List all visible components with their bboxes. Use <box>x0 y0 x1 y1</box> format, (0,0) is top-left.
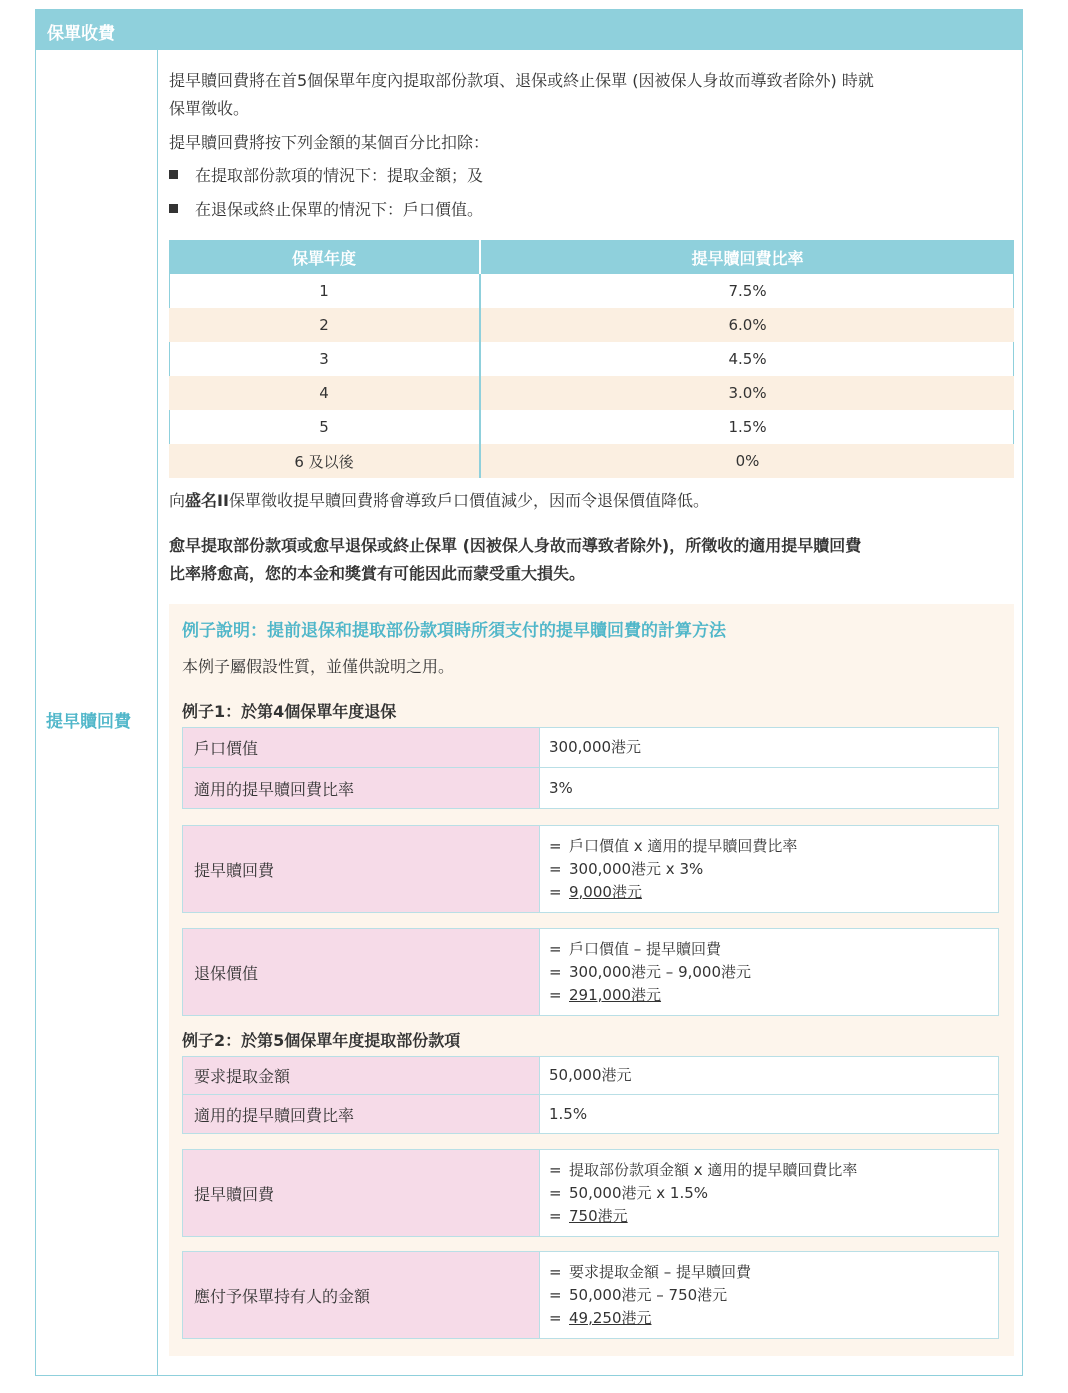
bullet-item: 在提取部份款項的情況下：提取金額；及 <box>169 164 483 188</box>
example-1-inputs <box>182 727 999 809</box>
example-2-charge <box>182 1149 999 1237</box>
example-box <box>169 604 1014 1356</box>
example-note: 本例子屬假設性質，並僅供說明之用。 <box>182 657 455 676</box>
rate-table <box>169 240 1014 478</box>
row-label: 提早贖回費 <box>46 712 131 732</box>
section-title: 保單收費 <box>47 24 115 44</box>
section-header <box>36 10 1022 50</box>
example-1-heading: 例子1：於第4個保單年度退保 <box>182 702 397 721</box>
table-row: 提早贖回費 = 戶口價值 x 適用的提早贖回費比率 = 300,000港元 x 3% = 9,000港元 <box>183 826 998 912</box>
table-row: 要求提取金額 50,000港元 <box>183 1057 998 1095</box>
account-value-note: 向盛名II保單徵收提早贖回費將會導致戶口價值減少，因而令退保價值降低。 <box>169 491 709 510</box>
table-row: 提早贖回費 = 提取部份款項金額 x 適用的提早贖回費比率 = 50,000港元 x 1.5% = 750港元 <box>183 1150 998 1236</box>
bullet-square-icon <box>169 204 178 213</box>
intro-paragraph-1 <box>169 67 874 123</box>
table-row: 適用的提早贖回費比率 3% <box>183 768 998 808</box>
row-label-column <box>36 50 158 1375</box>
example-1-charge <box>182 825 999 913</box>
intro-line: 提早贖回費將在首5個保單年度內提取部份款項、退保或終止保單 (因被保人身故而導致者除外) 時就 <box>169 71 874 90</box>
warning-paragraph: 愈早提取部份款項或愈早退保或終止保單 (因被保人身故而導致者除外)，所徵收的適用提早贖回費 比率將愈高，您的本金和獎賞有可能因此而蒙受重大損失。 <box>169 536 862 583</box>
example-title: 例子說明：提前退保和提取部份款項時所須支付的提早贖回費的計算方法 <box>182 621 726 641</box>
rate-table-header: 提早贖回費比率 <box>480 240 1014 274</box>
example-2-inputs <box>182 1056 999 1134</box>
bullet-item: 在退保或終止保單的情況下：戶口價值。 <box>169 198 483 222</box>
intro-line: 保單徵收。 <box>169 99 250 118</box>
rate-table-header: 保單年度 <box>169 240 480 274</box>
table-row: 退保價值 = 戶口價值 – 提早贖回費 = 300,000港元 – 9,000港元 = 291,000港元 <box>183 929 998 1015</box>
table-row: 6 及以後 0% <box>169 444 1014 478</box>
example-2-heading: 例子2：於第5個保單年度提取部份款項 <box>182 1031 461 1050</box>
bullet-square-icon <box>169 170 178 179</box>
table-row: 2 6.0% <box>169 308 1014 342</box>
table-row: 3 4.5% <box>169 342 1014 376</box>
table-row: 5 1.5% <box>169 410 1014 444</box>
table-row: 戶口價值 300,000港元 <box>183 728 998 768</box>
fee-panel <box>35 9 1023 1376</box>
table-row: 適用的提早贖回費比率 1.5% <box>183 1095 998 1133</box>
table-row: 1 7.5% <box>169 274 1014 308</box>
example-1-surrender <box>182 928 999 1016</box>
table-row: 應付予保單持有人的金額 = 要求提取金額 – 提早贖回費 = 50,000港元 – 750港元 = 49,250港元 <box>183 1252 998 1338</box>
intro-paragraph-2: 提早贖回費將按下列金額的某個百分比扣除： <box>169 133 490 152</box>
table-row: 4 3.0% <box>169 376 1014 410</box>
example-2-payable <box>182 1251 999 1339</box>
